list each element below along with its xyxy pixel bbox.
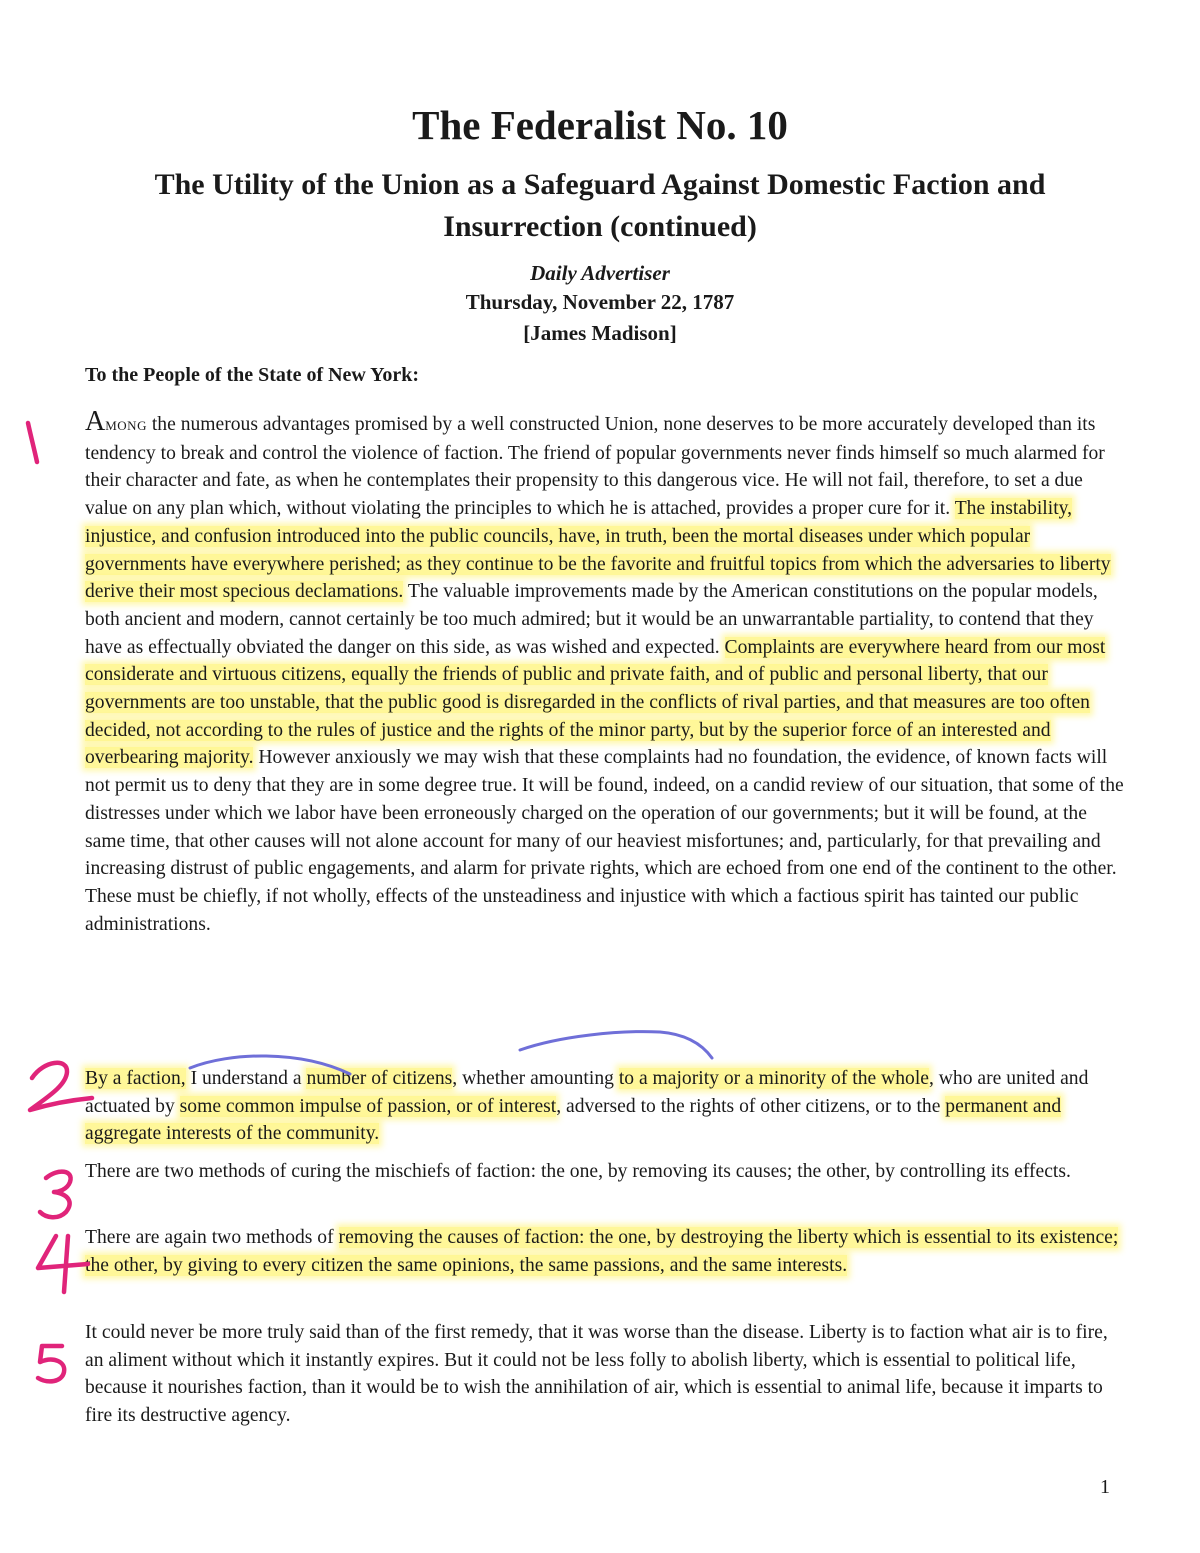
margin-number-3: [40, 1172, 71, 1218]
drop-cap: A: [85, 406, 106, 437]
paragraph-text: It could never be more truly said than of the first remedy, that it was worse than the disease. Liberty is to faction what air is to fire, an aliment without which it instantly expires. But it could not be less folly to abolish liberty, which is essential to political life, because it nourishes faction, than it would be to wish the annihilation of air, which is essential to animal life, because it imparts to fire its destructive agency.: [85, 1322, 1108, 1427]
salutation: To the People of the State of New York:: [85, 364, 420, 386]
highlighted-text: permanent and aggregate interests of the community.: [85, 1095, 1062, 1145]
paragraph-text: , whether amounting: [452, 1068, 619, 1089]
paragraph-2: [85, 1065, 1125, 1148]
page-number: 1: [1100, 1476, 1110, 1498]
paragraph-text: , who are united and actuated by: [85, 1068, 1089, 1117]
highlighted-text: By a faction,: [85, 1068, 186, 1089]
paragraph-text: The valuable improvements made by the American constitutions on the popular models, both ancient and modern, cannot certainly be too much admired; but it would be an unwarrantable partiality, to contend that they have as effectually obviated the danger on this side, as was wished and expected.: [85, 581, 1098, 658]
author-name: [James Madison]: [523, 321, 677, 345]
paragraph-text: the numerous advantages promised by a well constructed Union, none deserves to be more accurately developed than its tendency to break and control the violence of faction. The friend of popular governments never finds himself so much alarmed for their character and fate, as when he contemplates their propensity to this dangerous vice. He will not fail, therefore, to set a due value on any plan which, without violating the principles to which he is attached, provides a proper cure for it.: [85, 414, 1105, 520]
highlighted-text: The instability, injustice, and confusion introduced into the public councils, have, in truth, been the mortal diseases under which popular governments have everywhere perished; as they continue to be the favorite and fruitful topics from which the adversaries to liberty derive their most specious declamations.: [85, 498, 1111, 603]
highlighted-text: some common impulse of passion, or of interest: [179, 1095, 557, 1117]
margin-number-2: [30, 1063, 92, 1110]
highlighted-text: number of citizens: [306, 1068, 453, 1089]
paragraph-text: There are again two methods of: [85, 1227, 339, 1248]
margin-number-5: [38, 1346, 64, 1381]
paragraph-5: [85, 1319, 1125, 1430]
publication-name: Daily Advertiser: [530, 261, 670, 285]
document-subtitle: The Utility of the Union as a Safeguard Against Domestic Faction and Insurrection (continued): [154, 168, 1046, 243]
paragraph-text: I understand a: [185, 1068, 307, 1089]
highlighted-text: removing the causes of faction: the one, by destroying the liberty which is essential to its existence; the other, by giving to every citizen the same opinions, the same passions, and the same interests.: [85, 1227, 1119, 1276]
margin-number-4: [38, 1236, 88, 1292]
document-title: The Federalist No. 10: [412, 102, 788, 148]
publication-date: Thursday, November 22, 1787: [465, 290, 735, 314]
small-caps-text: MONG: [105, 418, 147, 433]
paragraph-3: [85, 1158, 1125, 1186]
paragraph-text: There are two methods of curing the mischiefs of faction: the one, by removing its causes; the other, by controlling its effects.: [85, 1161, 1071, 1182]
highlighted-text: to a majority or a minority of the whole: [618, 1068, 929, 1089]
paragraph-text: , adversed to the rights of other citizens, or to the: [556, 1095, 946, 1117]
pen-underline: [520, 1032, 712, 1058]
paragraph-4: [85, 1224, 1125, 1279]
margin-number-1: [28, 423, 37, 462]
paragraph-1: [85, 408, 1125, 938]
highlighted-text: Complaints are everywhere heard from our most considerate and virtuous citizens, equally the friends of public and private faith, and of public and personal liberty, that our governments are too unstable, that the public good is disregarded in the conflicts of rival parties, and that measures are too often decided, not according to the rules of justice and the rights of the minor party, but by the superior force of an interested and overbearing majority.: [85, 636, 1106, 769]
paragraph-text: However anxiously we may wish that these complaints had no foundation, the evidence, of known facts will not permit us to deny that they are in some degree true. It will be found, indeed, on a candid review of our situation, that some of the distresses under which we labor have been erroneously charged on the operation of our governments; but it will be found, at the same time, that other causes will not alone account for many of our heaviest misfortunes; and, particularly, for that prevailing and increasing distrust of public engagements, and alarm for private rights, which are echoed from one end of the continent to the other. These must be chiefly, if not wholly, effects of the unsteadiness and injustice with which a factious spirit has tainted our public administrations.: [85, 747, 1124, 935]
